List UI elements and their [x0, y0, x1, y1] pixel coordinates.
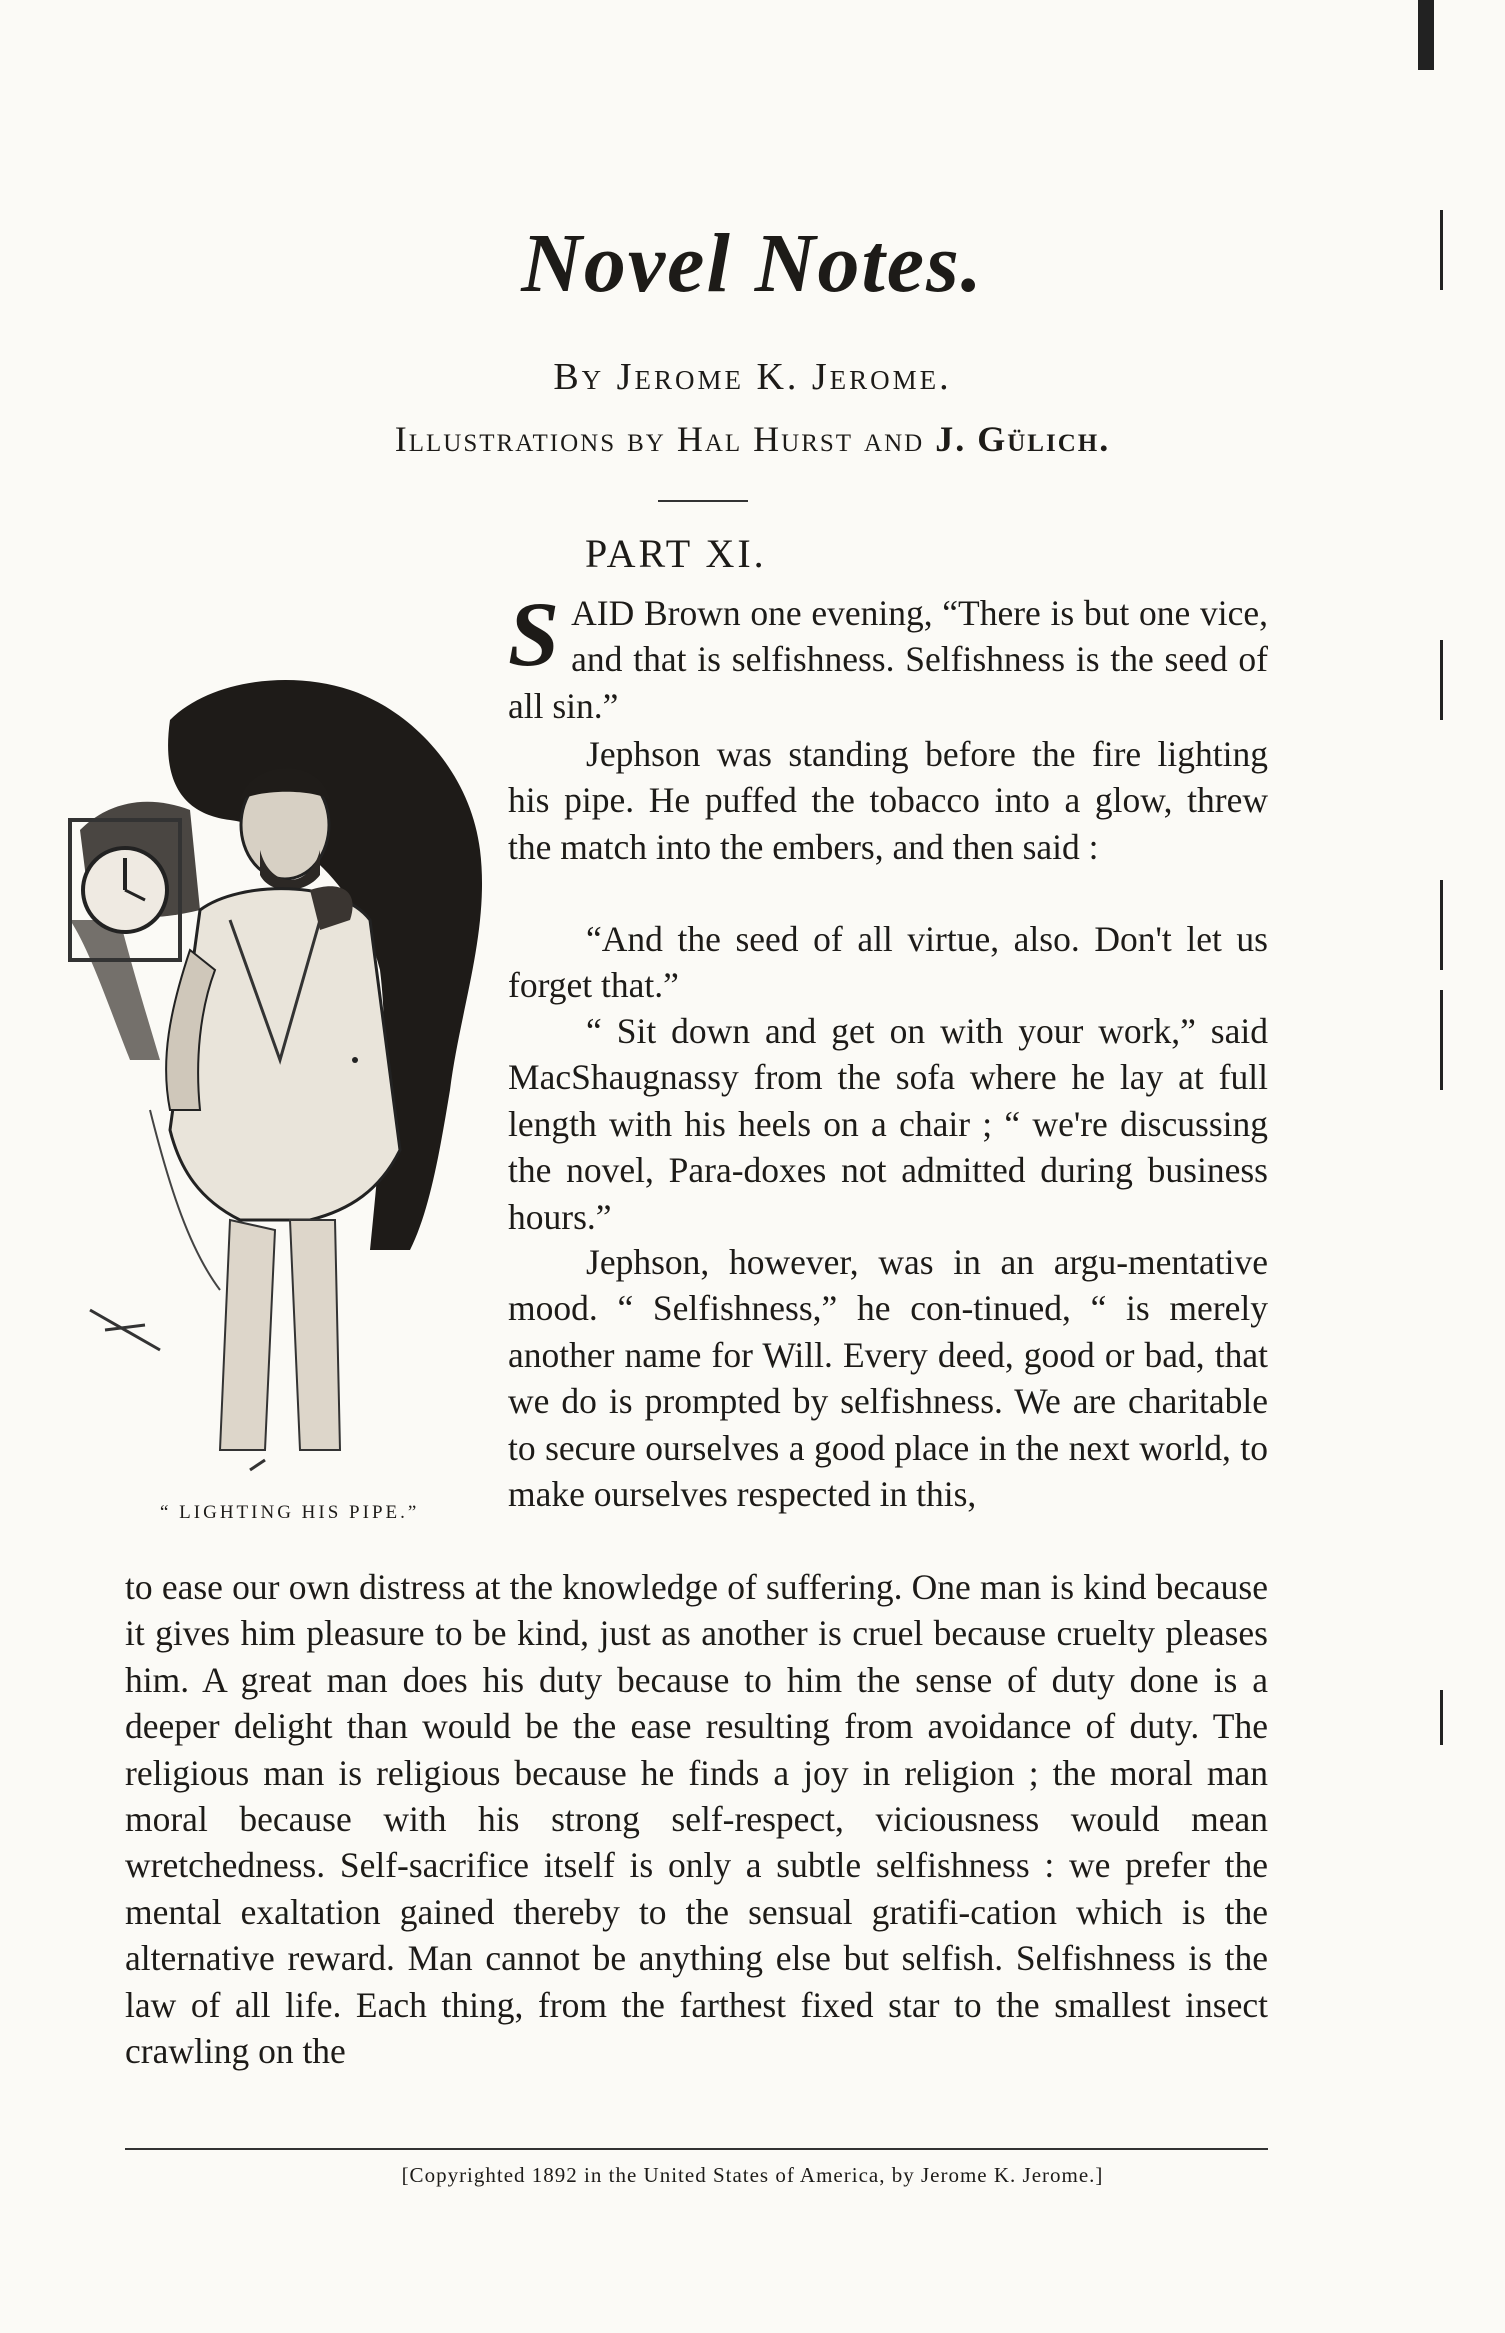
divider: [658, 500, 748, 502]
paragraph-4: “ Sit down and get on with your work,” said MacShaugnassy from the sofa where he lay at full length with his heels on a chair ; “ we're discussing the novel, Para-doxes not admitted during business hours.”: [508, 1011, 1268, 1237]
lighting-pipe-illustration: [50, 590, 490, 1490]
scan-edge-mark: [1440, 990, 1443, 1090]
scan-edge-mark: [1418, 0, 1434, 70]
scan-edge-mark: [1440, 1690, 1443, 1745]
scan-edge-mark: [1440, 640, 1443, 720]
paragraph-5-continued: to ease our own distress at the knowledge of suffering. One man is kind because it gives him pleasure to be kind, just as another is cruel because cruelty pleases him. A great man does his duty because to him the sense of duty done is a deeper delight than would be the ease resulting from avoidance of duty. The religious man is religious because he finds a joy in religion ; the moral man moral because with his strong self-respect, viciousness would mean wretchedness. Self-sacrifice itself is only a subtle selfishness : we prefer the mental exaltation gained thereby to the sensual gratifi-cation which is the alternative reward. Man cannot be anything else but selfish. Selfishness is the law of all life. Each thing, from the farthest fixed star to the smallest insect crawling on the: [125, 1567, 1268, 2072]
footer-rule: [125, 2148, 1268, 2150]
author-byline: By Jerome K. Jerome.: [553, 356, 952, 398]
part-heading: PART XI.: [585, 531, 767, 576]
page-title: Novel Notes.: [521, 217, 984, 310]
paragraph-1: [508, 583, 1268, 729]
drop-cap: S: [508, 583, 560, 685]
illustration-credit-prefix: Illustrations by Hal Hurst and: [394, 419, 925, 459]
paragraph-3: “And the seed of all virtue, also. Don't let us forget that.”: [508, 919, 1268, 1006]
illustration-credit-name: J. Gülich.: [935, 419, 1111, 459]
illustration-caption: “ LIGHTING HIS PIPE.”: [160, 1502, 420, 1523]
illustration-credit: [0, 418, 1505, 460]
paragraph-2: Jephson was standing before the fire lighting his pipe. He puffed the tobacco into a glow, threw the match into the embers, and then said :: [508, 734, 1268, 867]
scan-edge-mark: [1440, 880, 1443, 970]
scan-edge-mark: [1440, 210, 1443, 290]
copyright-notice: [Copyrighted 1892 in the United States of America, by Jerome K. Jerome.]: [401, 2163, 1104, 2187]
paragraph-1-text: AID Brown one evening, “There is but one vice, and that is selfishness. Selfishness is the seed of all sin.”: [508, 593, 1268, 726]
paragraph-5-column: Jephson, however, was in an argu-mentative mood. “ Selfishness,” he con-tinued, “ is merely another name for Will. Every deed, good or bad, that we do is prompted by selfishness. We are charitable to secure ourselves a good place in the next world, to make ourselves respected in this,: [508, 1242, 1268, 1515]
